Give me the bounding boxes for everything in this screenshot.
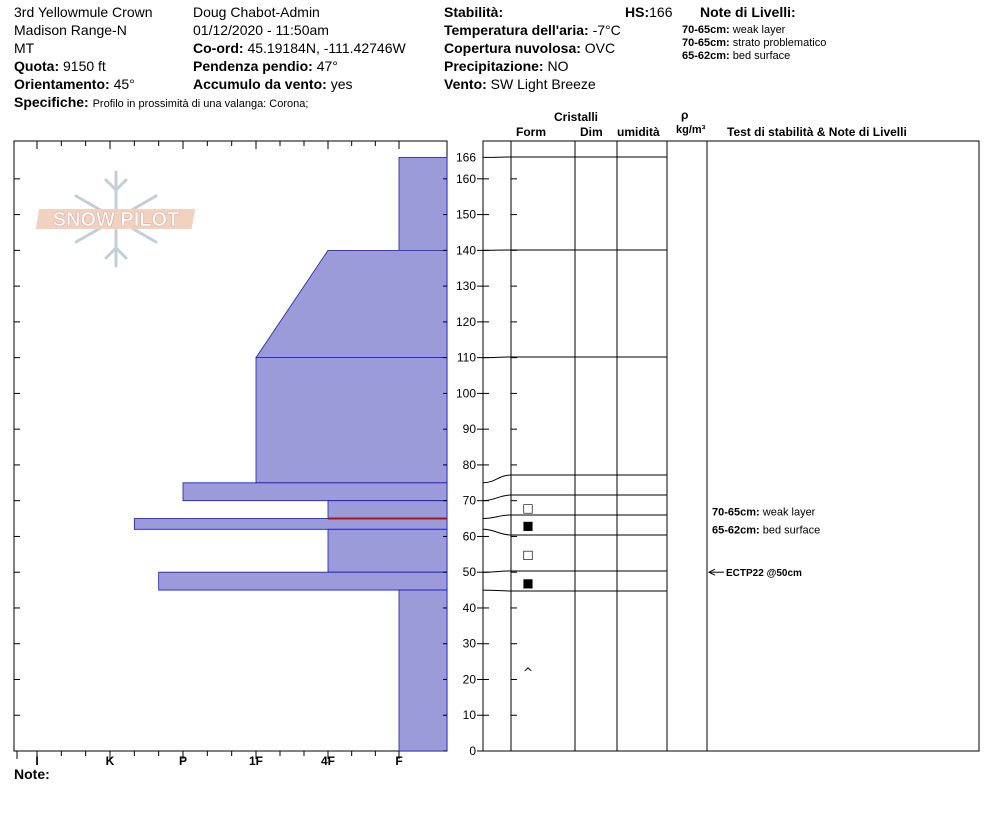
depth-tick-label: 166: [455, 150, 476, 165]
snow-layer: [328, 529, 447, 572]
precip-value: NO: [547, 58, 569, 74]
depth-tick-label: 120: [455, 314, 476, 329]
grain-form-symbol: □: [522, 547, 534, 562]
boundary-connector: [483, 357, 511, 358]
grain-form-symbol: ^: [522, 665, 534, 680]
form-header: Form: [516, 125, 546, 139]
crystal-panel-frame: [483, 141, 979, 751]
wind-loading-value: yes: [330, 76, 353, 92]
range-name: Madison Range-N: [14, 22, 127, 38]
elevation-label: Quota:: [14, 58, 60, 74]
slope-value: 47°: [316, 58, 338, 74]
x-tick-label: P: [178, 754, 188, 768]
x-tick-label: I: [35, 754, 39, 768]
hs-value: 166: [649, 4, 673, 20]
elevation-value: 9150 ft: [63, 58, 106, 74]
cloud-label: Copertura nuvolosa:: [444, 40, 581, 56]
layer-note-text: weak layer: [762, 506, 816, 519]
depth-tick-label: 140: [455, 243, 476, 258]
depth-tick-label: 150: [455, 207, 476, 222]
depth-tick-label: 50: [462, 565, 476, 580]
air-temp-value: -7°C: [592, 22, 621, 38]
wind-loading-label: Accumulo da vento:: [193, 76, 327, 92]
depth-tick-label: 110: [456, 350, 476, 365]
hs-label: HS:: [625, 4, 650, 20]
depth-tick-label: 130: [455, 279, 476, 294]
layer-notes-title: Note di Livelli:: [700, 4, 796, 20]
snow-layer: [134, 519, 447, 530]
observer-name: Doug Chabot-Admin: [193, 4, 320, 20]
snow-layer: [399, 590, 447, 751]
coord-label: Co-ord:: [193, 40, 244, 56]
layer-note-range: 65-62cm:: [682, 50, 730, 62]
stability-label: Stabilità:: [444, 4, 504, 20]
depth-tick-label: 100: [455, 386, 476, 401]
stability-test-label: ECTP22 @50cm: [726, 568, 802, 580]
layer-note-range: 70-65cm:: [682, 24, 730, 36]
snow-layer: [183, 483, 447, 501]
boundary-connector: [483, 571, 511, 572]
grain-form-symbol: ■: [522, 575, 534, 590]
layer-note-range: 70-65cm:: [682, 37, 730, 49]
snow-layer: [256, 358, 447, 483]
snowpilot-logo: [36, 172, 196, 266]
density-unit-header: kg/m³: [676, 124, 706, 136]
rho-header: ρ: [681, 108, 689, 122]
slope-label: Pendenza pendio:: [193, 58, 313, 74]
grain-form-symbol: □: [522, 500, 534, 515]
depth-tick-label: 90: [462, 422, 476, 437]
layer-note-range: 65-62cm:: [712, 524, 763, 537]
depth-tick-label: 40: [462, 600, 476, 615]
layer-note-range: 70-65cm:: [712, 506, 763, 519]
boundary-connector: [483, 475, 511, 483]
wind-value: SW Light Breeze: [490, 76, 596, 92]
layer-note-text: bed surface: [732, 50, 791, 62]
aspect-label: Orientamento:: [14, 76, 110, 92]
snow-layer: [159, 572, 447, 590]
air-temp-label: Temperatura dell'aria:: [444, 22, 589, 38]
layer-note-label: [712, 524, 820, 536]
depth-tick-label: 80: [462, 457, 476, 472]
boundary-connector: [483, 495, 511, 501]
snow-layer: [328, 501, 447, 519]
boundary-connector: [483, 590, 511, 591]
depth-tick-label: 10: [462, 708, 476, 723]
layer-note-label: [712, 506, 816, 518]
specifics-value: Profilo in prossimità di una valanga: Corona;: [92, 98, 309, 110]
humidity-header: umidità: [617, 125, 660, 139]
boundary-connector: [483, 515, 511, 519]
footer-notes-label: Note:: [14, 766, 50, 782]
depth-tick-label: 0: [469, 744, 476, 758]
crystals-header: Cristalli: [554, 110, 599, 124]
x-tick-label: 1F: [248, 754, 264, 768]
depth-tick-label: 70: [462, 493, 476, 508]
boundary-connector: [483, 529, 511, 535]
snow-layer: [399, 157, 447, 250]
depth-tick-label: 20: [462, 672, 476, 687]
observation-datetime: 01/12/2020 - 11:50am: [193, 22, 329, 38]
grain-form-symbol: ■: [522, 518, 534, 533]
x-tick-label: K: [105, 754, 115, 768]
depth-tick-label: 160: [455, 171, 476, 186]
specifics-label: Specifiche:: [14, 94, 89, 110]
dim-header: Dim: [580, 125, 603, 139]
cloud-value: OVC: [584, 40, 616, 56]
logo-text: SNOW PILOT: [52, 209, 180, 231]
depth-tick-label: 60: [462, 529, 476, 544]
coord-value: 45.19184N, -111.42746W: [247, 40, 406, 56]
x-tick-label: 4F: [320, 754, 336, 768]
stability-notes-header: Test di stabilità & Note di Livelli: [727, 125, 907, 139]
wind-label: Vento:: [444, 76, 487, 92]
depth-tick-label: 30: [462, 636, 476, 651]
state-name: MT: [14, 40, 35, 56]
snow-layer: [256, 250, 447, 357]
layer-note-text: bed surface: [762, 524, 821, 537]
x-tick-label: F: [395, 754, 403, 768]
location-name: 3rd Yellowmule Crown: [14, 4, 153, 20]
layer-note-text: strato problematico: [732, 37, 827, 49]
aspect-value: 45°: [113, 76, 135, 92]
precip-label: Precipitazione:: [444, 58, 544, 74]
layer-note-text: weak layer: [732, 24, 786, 36]
